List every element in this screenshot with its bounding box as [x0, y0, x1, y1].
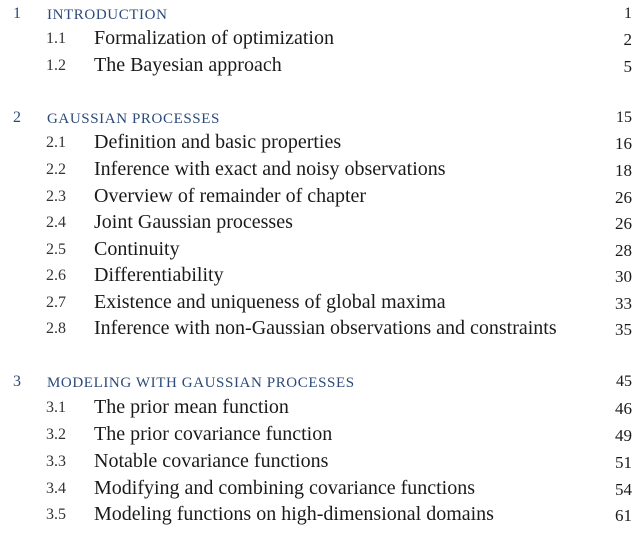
- chapter-number: 2: [13, 109, 21, 126]
- section-number: 1.2: [46, 57, 66, 74]
- section-entry[interactable]: [0, 54, 640, 80]
- section-page-number: 35: [615, 320, 632, 339]
- section-page-number: 2: [623, 30, 632, 49]
- section-title: Definition and basic properties: [94, 131, 342, 153]
- section-title: Joint Gaussian processes: [94, 211, 293, 233]
- section-title: Inference with exact and noisy observations: [94, 158, 446, 180]
- section-number: 3.2: [46, 426, 66, 443]
- section-entry[interactable]: [0, 211, 640, 237]
- section-title: Notable covariance functions: [94, 450, 329, 472]
- section-number: 3.5: [46, 506, 66, 523]
- section-title: Existence and uniqueness of global maxima: [94, 291, 446, 313]
- section-title: Inference with non-Gaussian observations and constraints: [94, 317, 557, 339]
- section-page-number: 26: [615, 188, 632, 207]
- section-number: 2.8: [46, 320, 66, 337]
- section-entry[interactable]: [0, 423, 640, 449]
- section-entry[interactable]: [0, 264, 640, 290]
- section-title: The prior mean function: [94, 396, 289, 418]
- section-number: 3.1: [46, 399, 66, 416]
- chapter-2-heading[interactable]: [0, 107, 640, 129]
- section-page-number: 46: [615, 399, 632, 418]
- section-entry[interactable]: [0, 503, 640, 529]
- section-number: 3.3: [46, 453, 66, 470]
- section-entry[interactable]: [0, 131, 640, 157]
- section-page-number: 49: [615, 426, 632, 445]
- chapter-number: 3: [13, 373, 21, 390]
- section-title: The prior covariance function: [94, 423, 333, 445]
- section-number: 2.1: [46, 134, 66, 151]
- section-entry[interactable]: [0, 317, 640, 343]
- chapter-title: MODELING WITH GAUSSIAN PROCESSES: [47, 375, 355, 391]
- section-page-number: 18: [615, 161, 632, 180]
- section-title: Modeling functions on high-dimensional domains: [94, 503, 494, 525]
- section-number: 2.5: [46, 241, 66, 258]
- chapter-page-number: 15: [616, 109, 632, 126]
- section-title: Modifying and combining covariance functions: [94, 477, 476, 499]
- chapter-page-number: 45: [616, 373, 632, 390]
- section-page-number: 16: [615, 134, 632, 153]
- section-number: 2.4: [46, 214, 66, 231]
- section-page-number: 30: [615, 267, 632, 286]
- section-entry[interactable]: [0, 185, 640, 211]
- section-number: 2.7: [46, 294, 66, 311]
- chapter-number: 1: [13, 5, 21, 22]
- section-page-number: 26: [615, 214, 632, 233]
- section-page-number: 33: [615, 294, 632, 313]
- section-number: 2.3: [46, 188, 66, 205]
- chapter-title: INTRODUCTION: [47, 7, 168, 23]
- section-entry[interactable]: [0, 27, 640, 53]
- section-number: 2.2: [46, 161, 66, 178]
- section-entry[interactable]: [0, 158, 640, 184]
- section-title: Differentiability: [94, 264, 224, 286]
- section-page-number: 28: [615, 241, 632, 260]
- section-entry[interactable]: [0, 477, 640, 503]
- section-page-number: 5: [623, 57, 632, 76]
- section-number: 1.1: [46, 30, 66, 47]
- section-entry[interactable]: [0, 291, 640, 317]
- section-page-number: 54: [615, 480, 632, 499]
- section-title: Formalization of optimization: [94, 27, 334, 49]
- section-number: 2.6: [46, 267, 66, 284]
- section-number: 3.4: [46, 480, 66, 497]
- section-entry[interactable]: [0, 238, 640, 264]
- section-title: The Bayesian approach: [94, 54, 282, 76]
- section-entry[interactable]: [0, 450, 640, 476]
- chapter-title: GAUSSIAN PROCESSES: [47, 111, 220, 127]
- section-page-number: 61: [615, 506, 632, 525]
- section-page-number: 51: [615, 453, 632, 472]
- chapter-3-heading[interactable]: [0, 371, 640, 393]
- section-title: Overview of remainder of chapter: [94, 185, 367, 207]
- chapter-page-number: 1: [624, 5, 632, 22]
- section-entry[interactable]: [0, 396, 640, 422]
- chapter-1-heading[interactable]: [0, 3, 640, 25]
- section-title: Continuity: [94, 238, 180, 260]
